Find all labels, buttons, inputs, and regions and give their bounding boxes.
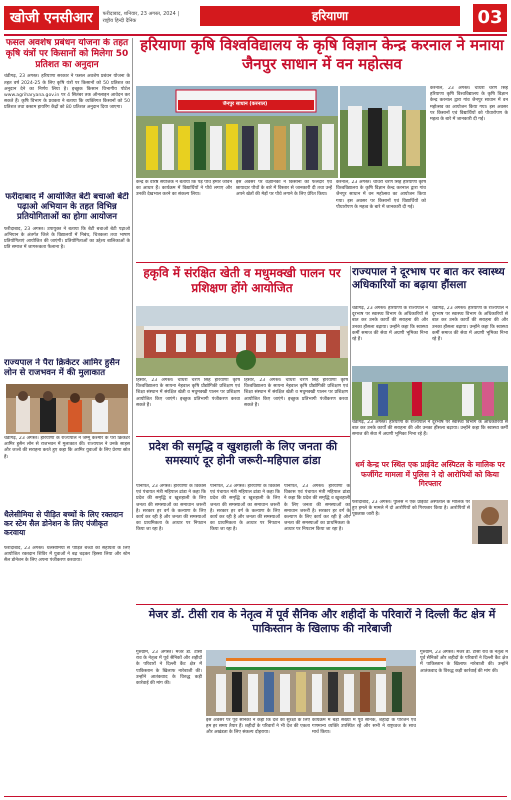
lead-photo-planting-graphic [340, 86, 426, 178]
lead-column-right [430, 86, 508, 256]
column-divider [132, 38, 133, 518]
governor-meeting-photo-graphic [6, 384, 128, 434]
article-body: पानीपत, 23 अगस्त। हरियाणा के विकास एवं पंचायत मंत्री महिपाल ढांडा ने कहा कि प्रदेश की समृद्धि व खुशहाली के लिए जनता की समस्याओं का समाधान जरूरी है। सरकार हर वर्ग के कल्याण के लिए कार्य कर रही है और जनता की समस्याओं का प्राथमिकता के आधार पर निपटान किया जा रहा है। [136, 484, 206, 533]
bottom-column-1 [136, 650, 202, 796]
article-body: पानीपत, 23 अगस्त। हरियाणा के विकास एवं पंचायत मंत्री महिपाल ढांडा ने कहा कि प्रदेश की समृद्धि व खुशहाली के लिए जनता की समस्याओं का समाधान जरूरी है। सरकार हर वर्ग के कल्याण के लिए कार्य कर रही है और जनता की समस्याओं का प्राथमिकता के आधार पर निपटान किया जा रहा है। [210, 484, 280, 533]
lead-column-3 [336, 180, 426, 260]
center-column-3 [284, 484, 350, 604]
masthead-info: फरीदाबाद, शनिवार, 23 अगस्त, 2024 | राष्ट्रीय हिन्दी दैनिक [102, 11, 180, 24]
center-column-1 [136, 484, 206, 604]
section-rule [136, 604, 508, 605]
lead-photo-planting [340, 86, 426, 178]
article-body: चंडीगढ़, 23 अगस्त। हरियाणा के राज्यपाल ने जम्मू कश्मीर के पैरा क्रिकेटर आमिर हुसैन लोन से राजभवन में मुलाकात की। राज्यपाल ने उनके साहस और जज्बे की सराहना करते हुए कहा कि आमिर युवाओं के लिए प्रेरणा स्रोत हैं। [4, 436, 130, 460]
article-body: फरीदाबाद, 23 अगस्त। थैलेसीमिया से पीड़ित बच्चों की सहायता के लिए आयोजित रक्तदान शिविर में युवाओं ने बढ़ चढ़कर हिस्सा लिया और स्टेम सैल डोनेशन के लिए अपना पंजीकरण करवाया। [4, 546, 130, 564]
lead-photo-graphic [136, 86, 338, 178]
right-story-1-more [352, 420, 508, 460]
article-body: करनाल, 23 अगस्त। चौधरी चरण सिंह हरियाणा कृषि विश्वविद्यालय के कृषि विज्ञान केन्द्र करनाल द्वारा गांव जैनपुर साधान में वन महोत्सव का आयोजन किया गया। इस अवसर पर किसानों एवं विद्यार्थियों को पौधारोपण के महत्व के बारे में जानकारी दी गई। [336, 180, 426, 210]
accused-photo-graphic [472, 500, 508, 544]
center-headline: प्रदेश की समृद्धि व खुशहाली के लिए जनता की समस्याएं दूर होनी जरूरी-महिपाल ढांडा [148, 440, 338, 467]
bottom-headline: मेजर डॉ. टीसी राव के नेतृत्व में पूर्व सैनिक और शहीदों के परिवारों ने दिल्ली कैंट क्षेत्र में पाकिस्तान के खिलाफ की नारेबाजी [148, 608, 496, 635]
right-story-1-headline-wrap [352, 266, 508, 306]
left-story-3-body [4, 436, 130, 506]
center-story-headline-wrap [136, 440, 350, 480]
left-story-4 [4, 510, 130, 540]
institute-building-photo [136, 306, 348, 376]
right-headline-1: राज्यपाल ने दूरभाष पर बात कर स्वास्थ्य अधिकारियों का बढ़ाया हौंसला [352, 266, 505, 291]
right-story-1-col1 [352, 306, 428, 366]
mid-headline: हकृवि में संरक्षित खेती व मधुमक्खी पालन पर प्रशिक्षण होंगे आयोजित [143, 266, 341, 295]
lead-headline: हरियाणा कृषि विश्वविद्यालय के कृषि विज्ञान केन्द्र करनाल ने मनाया जैनपुर साधान में वन महोत्सव [140, 36, 504, 73]
bottom-column-4 [420, 650, 508, 796]
lead-photo-group [136, 86, 338, 178]
article-body: फरीदाबाद, 23 अगस्त। पुलिस ने एक प्राईवेट अस्पताल के मालिक पर हुए हमले के मामले में दो आरोपियों को गिरफ्तार किया है। आरोपियों से पूछताछ जारी है। [352, 500, 470, 518]
article-body: इस अवसर पर वैज्ञानिकों ने किसानों को फलदार एवं छायादार पौधों के बारे में विस्तार से जानकारी दी तथा उन्हें अपने खेतों की मेड़ों पर पौधे लगाने के लिए प्रेरित किया। [236, 180, 332, 198]
accused-photo [472, 500, 508, 544]
article-body: कार्यक्रम में बड़ी संख्या में पूर्व सैनिक, शहीदों के परिजन एवं गणमान्य व्यक्ति उपस्थित रहे और सभी ने राष्ट्रध्वज के साथ मार्च किया। [312, 718, 416, 736]
lead-column-1 [136, 180, 232, 260]
health-staff-photo [352, 366, 508, 420]
right-story-2-headline-wrap [352, 460, 508, 500]
right-story-2-body [352, 500, 470, 600]
article-body: हिसार, 23 अगस्त। चौधरी चरण सिंह हरियाणा कृषि विश्वविद्यालय के सायना नेहवाल कृषि प्रौद्योगिकी प्रशिक्षण एवं शिक्षा संस्थान में संरक्षित खेती व मधुमक्खी पालन पर प्रशिक्षण आयोजित किए जाएंगे। इच्छुक प्रतिभागी पंजीकरण करवा सकते हैं। [136, 378, 240, 408]
article-body: चंडीगढ़, 23 अगस्त। हरियाणा के राज्यपाल ने दूरभाष पर स्वास्थ्य विभाग के अधिकारियों से बात कर उनके कार्यों की सराहना की और उनका हौंसला बढ़ाया। उन्होंने कहा कि स्वास्थ्य कर्मी समाज की सेवा में अग्रणी भूमिका निभा रहे हैं। [352, 420, 508, 438]
headline: फरीदाबाद में आयोजित बेटी बचाओ बेटी पढ़ाओ अभियान के तहत विभिन्न प्रतियोगिताओं का होगा आयोजन [5, 192, 129, 223]
mid-column-1 [136, 378, 240, 434]
right-story-1-col2 [432, 306, 508, 366]
article-body: गुरुग्राम, 23 अगस्त। मेजर डॉ. टीसी राव के नेतृत्व में पूर्व सैनिकों और शहीदों के परिवारों ने दिल्ली कैंट क्षेत्र में पाकिस्तान के खिलाफ नारेबाजी की। उन्होंने आतंकवाद के विरुद्ध कड़ी कार्रवाई की मांग की। [136, 650, 202, 687]
lead-story-headline-wrap [136, 36, 508, 84]
left-story-4-body [4, 546, 130, 796]
article-body: हिसार, 23 अगस्त। चौधरी चरण सिंह हरियाणा कृषि विश्वविद्यालय के सायना नेहवाल कृषि प्रौद्योगिकी प्रशिक्षण एवं शिक्षा संस्थान में संरक्षित खेती व मधुमक्खी पालन पर प्रशिक्षण आयोजित किए जाएंगे। इच्छुक प्रतिभागी पंजीकरण करवा सकते हैं। [244, 378, 348, 408]
left-story-2 [4, 192, 130, 372]
protest-photo-graphic [206, 650, 416, 716]
section-rule [136, 436, 350, 437]
lead-column-2 [236, 180, 332, 260]
right-headline-2: धर्म केन्द्र पर स्थित एक प्राईवेट अस्पिटल के मालिक पर फर्जीगेट मामला में पुलिस ने दो आरोपियों को किया गिरफ्तार [355, 460, 505, 488]
article-body: चंडीगढ़, 23 अगस्त। हरियाणा सरकार ने फसल अवशेष प्रबंधन योजना के तहत वर्ष 2024-25 के लिए कृषि यंत्रों पर किसानों को 50 प्रतिशत का अनुदान देने का निर्णय लिया है। इच्छुक किसान विभागीय पोर्टल www.agriharyana.gov.in पर 4 सितंबर तक ऑनलाइन आवेदन कर सकते हैं। कृषि विभाग के प्रवक्ता ने बताया कि व्यक्तिगत किसानों को 50 प्रतिशत तथा कस्टम हायरिंग केंद्रों को 80 प्रतिशत अनुदान दिया जाएगा। [4, 74, 130, 111]
article-body: इस अवसर पर पूर्व सैनिकों ने कहा कि देश की सुरक्षा के लिए हम हर समय तैयार हैं। शहीदों के परिवारों ने भी देश की एकता और अखंडता के लिए संकल्प दोहराया। [206, 718, 310, 736]
article-body: केन्द्र के वरिष्ठ संयोजक ने बताया कि पेड़ पौधे हमारे जीवन का आधार हैं। कार्यक्रम में विद्यार्थियों ने पौधे लगाए और उनकी देखभाल करने का संकल्प लिया। [136, 180, 232, 198]
institute-building-graphic [136, 306, 348, 376]
article-body: पानीपत, 23 अगस्त। हरियाणा के विकास एवं पंचायत मंत्री महिपाल ढांडा ने कहा कि प्रदेश की समृद्धि व खुशहाली के लिए जनता की समस्याओं का समाधान जरूरी है। सरकार हर वर्ग के कल्याण के लिए कार्य कर रही है और जनता की समस्याओं का प्राथमिकता के आधार पर निपटान किया जा रहा है। [284, 484, 350, 533]
section-rule [136, 262, 508, 263]
column-divider [350, 266, 351, 516]
article-body: करनाल, 23 अगस्त। चौधरी चरण सिंह हरियाणा कृषि विश्वविद्यालय के कृषि विज्ञान केन्द्र करनाल द्वारा गांव जैनपुर साधान में वन महोत्सव का आयोजन किया गया। इस अवसर पर किसानों एवं विद्यार्थियों को पौधारोपण के महत्व के बारे में जानकारी दी गई। [430, 86, 508, 123]
center-column-2 [210, 484, 280, 604]
headline: फसल अवशेष प्रबंधन योजना के तहत कृषि यंत्रों पर किसानों को मिलेगा 50 प्रतिशत का अनुदान [5, 38, 129, 70]
health-staff-graphic [352, 366, 508, 420]
brand-logo: खोजी एनसीआर [4, 6, 99, 30]
article-body: चंडीगढ़, 23 अगस्त। हरियाणा के राज्यपाल ने दूरभाष पर स्वास्थ्य विभाग के अधिकारियों से बात कर उनके कार्यों की सराहना की और उनका हौंसला बढ़ाया। उन्होंने कहा कि स्वास्थ्य कर्मी समाज की सेवा में अग्रणी भूमिका निभा रहे हैं। [432, 306, 508, 343]
headline: थैलेसीमिया से पीड़ित बच्चों के लिए रक्तदान कर स्टेम सैल डोनेशन के लिए पंजीकृत करवाया [4, 510, 123, 537]
headline: राज्यपाल ने पैरा क्रिकेटर आमिर हुसैन लोन से राजभवन में की मुलाकात [4, 358, 120, 379]
article-body: फरीदाबाद, 23 अगस्त। उपायुक्त ने बताया कि बेटी बचाओ बेटी पढ़ाओ अभियान के अंतर्गत जिले के विद्यालयों में निबंध, चित्रकला तथा भाषण प्रतियोगिताएं आयोजित की जाएंगी। प्रतियोगिताओं का उद्देश्य बालिकाओं के प्रति समाज में जागरूकता फैलाना है। [4, 226, 130, 251]
bottom-story-headline-wrap [136, 608, 508, 648]
protest-photo [206, 650, 416, 716]
article-body: गुरुग्राम, 23 अगस्त। मेजर डॉ. टीसी राव के नेतृत्व में पूर्व सैनिकों और शहीदों के परिवारों ने दिल्ली कैंट क्षेत्र में पाकिस्तान के खिलाफ नारेबाजी की। उन्होंने आतंकवाद के विरुद्ध कड़ी कार्रवाई की मांग की। [420, 650, 508, 674]
lead-photo-banner-text: जैनपुर साधान (करनाल) [222, 101, 268, 107]
bottom-column-3 [312, 718, 416, 796]
mid-story-headline-wrap [136, 266, 348, 306]
article-body: चंडीगढ़, 23 अगस्त। हरियाणा के राज्यपाल ने दूरभाष पर स्वास्थ्य विभाग के अधिकारियों से बात कर उनके कार्यों की सराहना की और उनका हौंसला बढ़ाया। उन्होंने कहा कि स्वास्थ्य कर्मी समाज की सेवा में अग्रणी भूमिका निभा रहे हैं। [352, 306, 428, 343]
mid-column-2 [244, 378, 348, 434]
governor-meeting-photo [6, 384, 128, 434]
bottom-column-2 [206, 718, 310, 796]
section-title: हरियाणा [200, 6, 460, 26]
footer-rule [4, 796, 507, 797]
page-number: 03 [473, 4, 507, 32]
